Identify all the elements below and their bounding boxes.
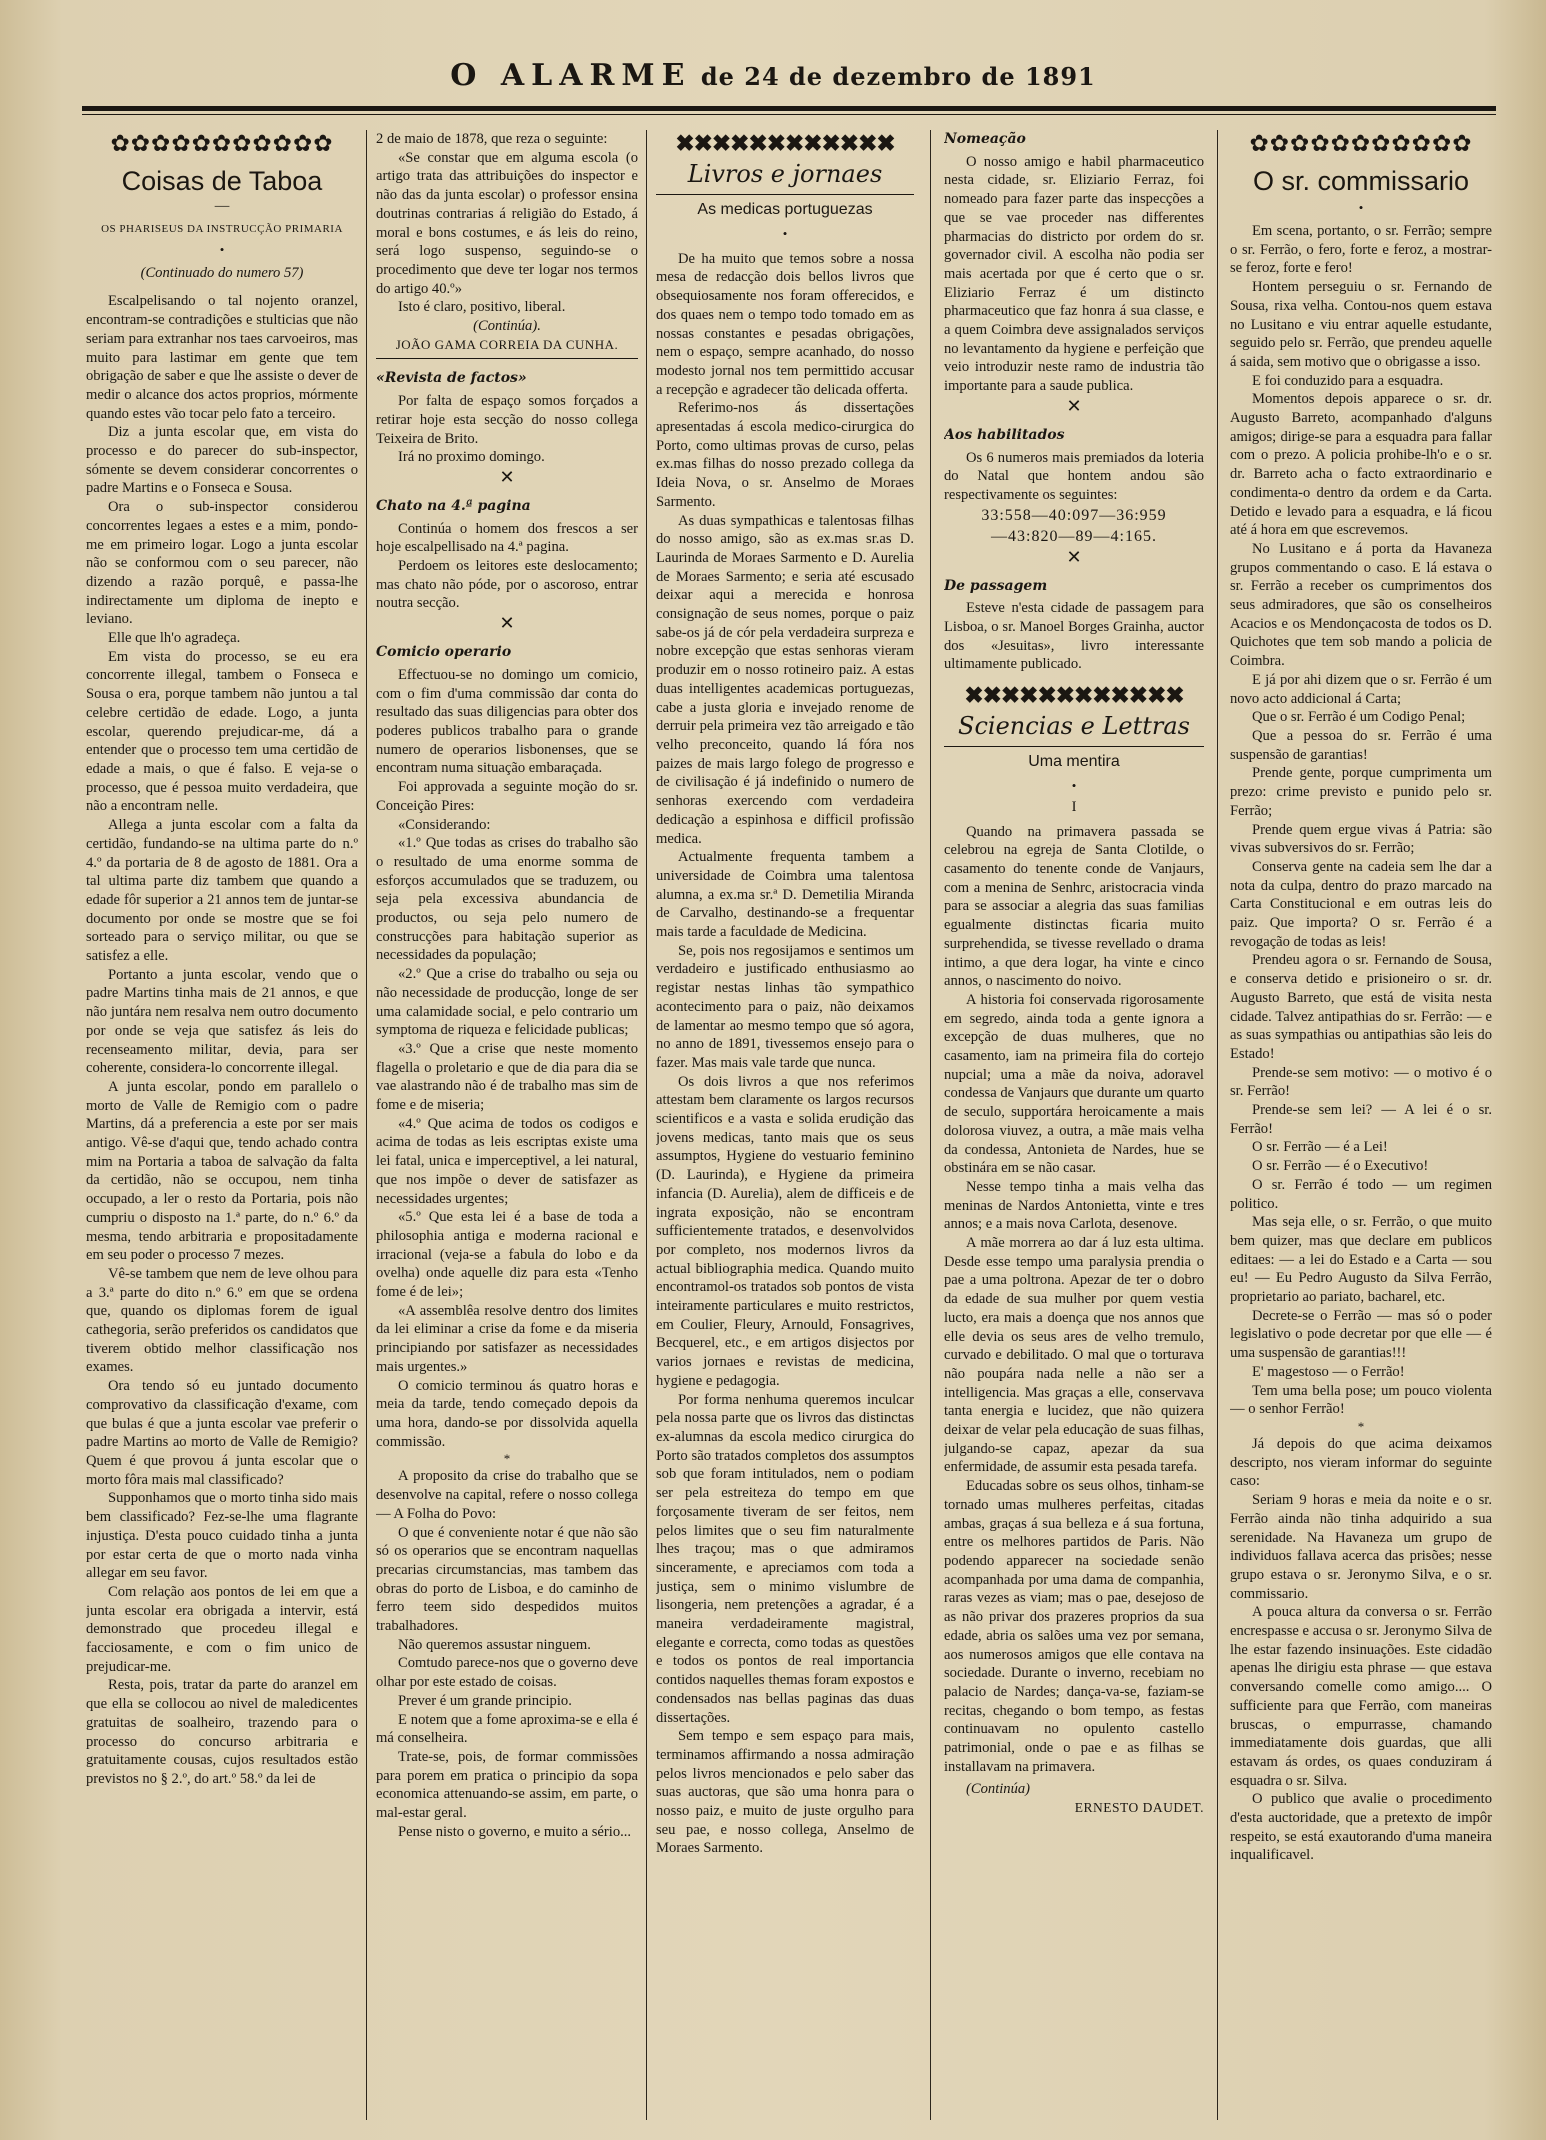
masthead-rule-thin — [82, 114, 1496, 115]
section-title: Sciencias e Lettras — [958, 712, 1190, 741]
paragraph: Diz a junta escolar que, em vista do processo e do parecer do sub-inspector, sómente se devem considerar concorrentes o padre Martins e o Fonseca e Sousa. — [86, 424, 358, 497]
article-title: Uma mentira — [1028, 753, 1120, 771]
paragraph: O sr. Ferrão — é a Lei! — [1252, 1139, 1388, 1156]
paragraph: Ora tendo só eu juntado documento comprovativo da classificação d'exame, com que bulas é que a junta escolar vae preferir o padre Martins ao morto de Valle de Remigio? Quem é que provou á junta escolar que o morto fôra mais mal classificado? — [86, 1378, 358, 1488]
column-3 — [656, 130, 914, 2120]
paragraph: No Lusitano e á porta da Havaneza grupos commentando o caso. E lá estava o sr. Ferrão a receber os cumprimentos dos seus admiradores, que são os conselheiros Acacios e os Mendonçacosta de todos os D. Quichotes que tem sob mando a policia de Coimbra. — [1230, 540, 1492, 670]
paragraph: Elle que lh'o agradeça. — [108, 630, 241, 647]
paragraph: Effectuou-se no domingo um comicio, com o fim d'uma commissão dar conta do resultado das suas diligencias para obter dos poderes publicos trabalho para o grande numero de operarios lisbonenses, que se encontram numa situação embaraçada. — [376, 666, 638, 777]
paragraph: Mas seja elle, o sr. Ferrão, o que muito bem quizer, mas que declare em publicos editaes: — a lei do Estado e a Carta — sou eu! — Eu Pedro Augusto da Silva Ferrão, proprietario ao pariato, bacharel, etc. — [1230, 1214, 1492, 1306]
article-title: O sr. commissario — [1252, 166, 1470, 196]
paragraph: E notem que a fome aproxima-se e ella é má conselheira. — [376, 1711, 638, 1747]
article-title: As medicas portuguezas — [697, 201, 873, 218]
paragraph: Os dois livros a que nos referimos attestam bem claramente os largos recursos scientificos e a vasta e solida erudição das jovens medicas, tanto mais que os seus assumptos, Hygiene do vestuario feminino (D. Laurinda), e Hygiene da primeira infancia (D. Aurelia), alem de difficeis e de ingrata exposição, não se encontram sufficientemente tratados, e desenvolvidos por completo, nos modernos livros da actual bibliographia medica. Quando muito encontramol-os tratados sob pontos de vista inteiramente particulares e muito restrictos, em Coulier, Fleury, Arnould, Fonsagrives, Becquerel, etc., e em artigos disjectos por varios jornaes e revistas de medicina, hygiene e pedagogia. — [656, 1073, 914, 1389]
paragraph: 2 de maio de 1878, que reza o seguinte: — [376, 131, 608, 147]
paragraph: «3.º Que a crise que neste momento flagella o proletario e que de dia para dia se vae alastrando não é de trabalho mas sim de fome e de miseria; — [376, 1040, 638, 1114]
paragraph: A historia foi conservada rigorosamente em segredo, ainda toda a gente ignora a excepção de duas mulheres, que no casamento, iam na primeira fila do cortejo nupcial; uma a mãe da noiva, adoravel condessa de Vanjaurs que durante um quarto de seculo, supportára heroicamente a mais dolorosa viuvez, a outra, a mãe mais velha da condessa, Antonieta de Nardes, hue se obstinára em se não casar. — [944, 991, 1204, 1177]
separator: • — [1071, 777, 1077, 793]
lottery-numbers: 33:558—40:097—36:959 — [981, 506, 1167, 524]
divider — [376, 358, 638, 359]
paragraph: «2.º Que a crise do trabalho ou seja ou não necessidade de producção, longe de ser uma calamidade social, e pelo contrario um symptoma de riqueza e felicidade publicas; — [376, 966, 638, 1039]
paragraph: «Considerando: — [398, 816, 491, 833]
paragraph: Actualmente frequenta tambem a universidade de Coimbra uma talentosa alumna, a ex.ma sr.ª D. Demetilia Miranda de Carvalho, destinando-se a frequentar mais tarde a faculdade de Medicina. — [656, 849, 914, 941]
section-title: Comicio operario — [376, 644, 512, 661]
lottery-numbers: —43:820—89—4:165. — [991, 527, 1157, 545]
section-title: «Revista de factos» — [376, 370, 527, 387]
paragraph: O sr. Ferrão é todo — um regimen politico. — [1230, 1176, 1492, 1212]
section-title: Nomeação — [944, 131, 1026, 147]
column-4 — [944, 130, 1204, 2120]
separator: • — [782, 225, 788, 241]
column-2 — [376, 130, 638, 2120]
paragraph: Quando na primavera passada se celebrou na egreja de Santa Clotilde, o casamento do tenente conde de Vanjaurs, com a menina de Senhrc, aristocracia vinda para se associar a alegria das suas familias egualmente distinctas ficaria muito surprehendida, se tivesse revellado o drama intimo, a que dera logar, ha vinte e cinco annos, o nascimento do noivo. — [944, 823, 1204, 990]
separator: * — [1357, 1419, 1365, 1434]
paragraph: Allega a junta escolar com a falta da certidão, fundando-se na ultima parte do n.º 4.º da portaria de 8 de agosto de 1881. Ora a tal ultima parte diz tambem que quando a edade fôr superior a 21 annos tem de juntar-se documento por onde se mostre que se foi sorteado para o serviço militar, ou que se satisfez a elle. — [86, 817, 358, 965]
paragraph: O que é conveniente notar é que não são só os operarios que se encontram naquellas precarias circumstancias, mas tambem das obras do porto de Lisboa, e do caminho de ferro teem sido despedidos muitos trabalhadores. — [376, 1524, 638, 1635]
paragraph: «4.º Que acima de todos os codigos e acima de todas as leis escriptas existe uma lei fatal, unica e imperceptivel, a lei natural, que nos impõe o dever de satisfazer as necessidades urgentes; — [376, 1115, 638, 1207]
issue-date: de 24 de dezembro de 1891 — [700, 62, 1096, 91]
continua-note: (Continúa). — [473, 318, 541, 335]
section-title: Livros e jornaes — [687, 160, 883, 188]
article-subtitle: OS PHARISEUS DA INSTRUCÇÃO PRIMARIA — [101, 223, 343, 235]
ornament-border: ✿✿✿✿✿✿✿✿✿✿✿ — [110, 131, 334, 156]
paragraph: Por falta de espaço somos forçados a retirar hoje esta secção do nosso collega Teixeira de Brito. — [376, 393, 638, 447]
separator: ✕ — [1066, 546, 1082, 567]
masthead — [0, 58, 1546, 93]
paragraph: Os 6 numeros mais premiados da loteria do Natal que hontem andou são respectivamente os seguintes: — [944, 449, 1204, 503]
paragraph: A pouca altura da conversa o sr. Ferrão encrespasse e accusa o sr. Jeronymo Silva de lhe estar fazendo insinuações. Este cidadão apenas lhe dirigiu esta phrase — que estava conversando comelle como amigo.... O sufficiente para que Ferrão, com maneiras bruscas, o empurrasse, chamando immediatamente dois guardas, que alli estavam ás ordes, os quaes conduziram á esquadra o sr. Silva. — [1230, 1604, 1492, 1789]
paragraph: Prendeu agora o sr. Fernando de Sousa, e conserva detido e prisioneiro o sr. dr. Augusto Barreto, que está de visita nesta cidade. Talvez antipathias do sr. Ferrão: — e as suas sympathias ou antipathias são leis do Estado! — [1230, 952, 1492, 1062]
paragraph: Educadas sobre os seus olhos, tinham-se tornado umas mulheres perfeitas, citadas ambas, graças á sua belleza e á sua fortuna, entre os melhores partidos de Paris. Não podendo apparecer na sociedade senão acompanhada por uma dama de companhia, raras vezes as viam; mas o pae, desejoso de as não privar dos prazeres proprios da sua edade, abria os salões uma vez por semana, aos numerosos amigos que elle contava na sociedade. Durante o inverno, recebiam no palacio de Nardes; dança-va-se, faziam-se recitas, chegando o bom tempo, as festas continuavam no opulento castello patrimonial, onde o pae e as filhas se installavam na primavera. — [944, 1478, 1204, 1775]
ornament-border: ✖✖✖✖✖✖✖✖✖✖✖✖ — [675, 131, 895, 156]
paragraph: Com relação aos pontos de lei em que a junta escolar era obrigada a intervir, está demonstrado que procedeu illegal e facciosamente, e com o fim unico de prejudicar-me. — [86, 1583, 358, 1675]
paragraph: De ha muito que temos sobre a nossa mesa de redacção dois bellos livros que obsequiosamente nos foram offerecidos, e dos quaes nem o tempo todo tomado em as nossas constantes e pesadas obrigações, nem o espaço, sempre acanhado, do nosso modesto jornal nos tem permittido accusar a recepção e agradecer tão delicada offerta. — [656, 250, 914, 398]
ornament-border: ✖✖✖✖✖✖✖✖✖✖✖✖ — [964, 683, 1184, 709]
column-divider — [646, 130, 647, 2120]
paragraph: Conserva gente na cadeia sem lhe dar a nota da culpa, dentro do prazo marcado na Carta Constitucional e em outras leis do paiz. Que importa? O sr. Ferrão é a revogação de todas as leis! — [1230, 858, 1492, 950]
column-1 — [86, 130, 358, 2120]
signature: ERNESTO DAUDET. — [1074, 1800, 1204, 1816]
paragraph: Prende quem ergue vivas á Patria: são vivas subversivos do sr. Ferrão; — [1230, 821, 1492, 857]
separator: ✕ — [499, 466, 515, 487]
column-divider — [930, 130, 931, 2120]
paragraph: O comicio terminou ás quatro horas e meia da tarde, tendo começado depois da uma hora, dando-se por dissolvida aquella commissão. — [376, 1377, 638, 1450]
paragraph: Vê-se tambem que nem de leve olhou para a 3.ª parte do dito n.º 6.º em que se ordena que, quando os diplomas forem de igual cathegoria, serão preferidos os candidatos que tiverem obtido melhor classificação nos exames. — [86, 1265, 358, 1376]
paragraph: Trate-se, pois, de formar commissões para porem em pratica o principio da sopa economica attenuando-se assim, em parte, o mal-estar geral. — [376, 1748, 638, 1822]
paragraph: O nosso amigo e habil pharmaceutico nesta cidade, sr. Eliziario Ferraz, foi nomeado para fazer parte das inspecções a que se vae proceder nas differentes pharmacias do districto por ordem do sr. governador civil. A escolha não podia ser mais acertada por que é certo que o sr. Eliziario Ferraz é um distincto pharmaceutico que faz honra á sua classe, e a quem Coimbra deve assignalados serviços no levantamento da hygiene e perfeição que veio introduzir neste ramo de industria tão importante para a saude publica. — [944, 153, 1204, 395]
paragraph: Supponhamos que o morto tinha sido mais bem classificado? Fez-se-lhe uma flagrante injustiça. D'esta pouco cuidado tinha a junta por estar certa de que o morto nada vinha allegar em seu favor. — [86, 1490, 358, 1582]
paragraph: Referimo-nos ás dissertações apresentadas á escola medico-cirurgica do Porto, como ultimas provas de curso, pelas ex.mas filhas do nosso prezado collega da Ideia Nova, o sr. Anselmo de Moraes Sarmento. — [656, 400, 914, 510]
paragraph: Prever é um grande principio. — [398, 1692, 572, 1709]
paragraph: Em vista do processo, se eu era concorrente illegal, tambem o Fonseca e Sousa o era, porque tambem não juntou a tal celebre certidão de edade. Logo, a junta escolar, querendo prejudicar-me, dá a entender que o processo tem uma certidão de edade a mais, o que é falso. E veja-se o processo, que é pessoa muito verdadeira, que não a encontram nelle. — [86, 648, 358, 815]
paragraph: A proposito da crise do trabalho que se desenvolve na capital, refere o nosso collega — A Folha do Povo: — [376, 1468, 638, 1522]
separator: * — [503, 1451, 511, 1467]
article-title: Coisas de Taboa — [121, 166, 323, 196]
paragraph: O sr. Ferrão — é o Executivo! — [1252, 1158, 1429, 1175]
section-title: Aos habilitados — [944, 426, 1065, 443]
paragraph: Escalpelisando o tal nojento oranzel, encontram-se contradições e stulticias que não seriam para extranhar nos taes carvoeiros, mas muito para lastimar em gente que tem obrigação de saber e que lhe assiste o dever de medir o alcance dos actos proprios, mórmente quando estes vão tocar pelo fato a terceiro. — [86, 293, 358, 422]
paragraph: «5.º Que esta lei é a base de toda a philosophia antiga e moderna racional e irracional (veja-se a fabula do lobo e da ovelha) onde aquelle diz para esta «Tenho fome é de lei»; — [376, 1209, 638, 1301]
separator: ✕ — [499, 613, 515, 634]
divider — [656, 194, 914, 195]
paragraph: Se, pois nos regosijamos e sentimos um verdadeiro e justificado enthusiasmo ao registar nestas linhas tão sympathico acontecimento para o paiz, não deixamos de lamentar ao mesmo tempo que só agora, no anno de 1891, tivessemos ensejo para o fazer. Mas mais vale tarde que nunca. — [656, 942, 914, 1071]
paragraph: «A assemblêa resolve dentro dos limites da lei eliminar a crise da fome e da miseria principiando por satisfazer as necessidades mais urgentes.» — [376, 1302, 638, 1375]
separator: ✕ — [1066, 395, 1082, 416]
paragraph: Hontem perseguiu o sr. Fernando de Sousa, rixa velha. Contou-nos quem estava no Lusitano e viu entrar aquelle estudante, seguido pelo sr. Ferrão, que prendeu aquelle á saida, sem motivo que o obrigasse a isso. — [1230, 279, 1492, 370]
paragraph: Decrete-se o Ferrão — mas só o poder legislativo o pode decretar por que elle — é uma suspensão de garantias!!! — [1230, 1307, 1492, 1362]
divider — [944, 746, 1204, 747]
paragraph: Nesse tempo tinha a mais velha das meninas de Nardos Antonietta, vinte e tres annos; e a mais nova Carlota, desenove. — [944, 1178, 1204, 1233]
paragraph: Resta, pois, tratar da parte do aranzel em que ella se collocou ao nivel de maledicentes gratuitas de soalheiro, trazendo para o processo do concurso arbitraria e gratuitamente cousas, cujos resultados estão previstos no § 2.º, do art.º 58.º da lei de — [86, 1677, 358, 1787]
continued-note: (Continuado do numero 57) — [140, 264, 304, 281]
paragraph: Perdoem os leitores este deslocamento; mas chato não póde, por o ascoroso, entrar noutra secção. — [376, 558, 638, 612]
paragraph: Já depois do que acima deixamos descripto, nos vieram informar do seguinte caso: — [1230, 1436, 1492, 1490]
paragraph: Continúa o homem dos frescos a ser hoje escalpellisado na 4.ª pagina. — [376, 520, 638, 556]
paragraph: Pense nisto o governo, e muito a sério... — [398, 1823, 632, 1840]
paragraph: Prende-se sem lei? — A lei é o sr. Ferrão! — [1230, 1102, 1492, 1137]
paragraph: As duas sympathicas e talentosas filhas do nosso amigo, são as ex.mas sr.as D. Laurinda de Moraes Sarmento e D. Aurelia de Moraes Sarmento; e seria até escusado deixar aqui a merecida e honrosa consignação de seus nomes, porque o paiz sabe-os já de cór pela verdadeira surpreza e nobre excepção que estas senhoras vieram produzir em o nosso rotineiro paiz. A estas duas intelligentes academicas portuguezas, cabe a justa gloria e invejado renome de derruir pela primeira vez tão arreigado e tão velho preconceito, quando lá fóra nos paizes de mais largo folego de progresso e de civilisação é já indefinido o numero de senhoras exercendo com verdadeira dedicação a espinhosa e difficil profissão medica. — [656, 512, 914, 847]
column-5 — [1230, 130, 1492, 2120]
paragraph: «1.º Que todas as crises do trabalho são o resultado de uma enorme somma de esforços accumulados que se traduzem, ou seja pela excessiva abundancia de productos, ou seja pelo numero de construcções para habitação superior as necessidades da população; — [376, 835, 638, 964]
paragraph: Não queremos assustar ninguem. — [398, 1636, 591, 1653]
signature: JOÃO GAMA CORREIA DA CUNHA. — [395, 336, 619, 352]
separator: • — [1358, 200, 1364, 215]
paragraph: O publico que avalie o procedimento d'esta auctoridade, que a pretexto de impôr respeito, se está exautorando d'uma maneira inqualificavel. — [1230, 1791, 1492, 1864]
paragraph: Sem tempo e sem espaço para mais, terminamos affirmando a nossa admiração pelos livros mencionados e pelo saber das suas auctoras, que são uma honra para o nosso paiz, e muito de juste orgulho para seu pae, e nosso collega, Anselmo de Moraes Sarmento. — [656, 1728, 914, 1857]
paragraph: «Se constar que em alguma escola (o artigo trata das attribuições do inspector e não das da junta escolar) o professor ensina doutrinas contrarias á religião do Estado, á moral e bons costumes, e ás leis do reino, será logo suspenso, seguindo-se o procedimento que deve ter logar nos termos do artigo 40.º» — [376, 149, 638, 297]
ornament-border: ✿✿✿✿✿✿✿✿✿✿✿ — [1249, 131, 1473, 156]
paper-name: O ALARME — [450, 58, 692, 93]
paragraph: Irá no proximo domingo. — [398, 449, 545, 466]
paragraph: E já por ahi dizem que o sr. Ferrão é um novo acto addicional á Carta; — [1230, 671, 1492, 707]
column-divider — [366, 130, 367, 2120]
paragraph: Portanto a junta escolar, vendo que o padre Martins tinha mais de 21 annos, e que não juntára nem resalva nem outro documento por onde se veja que satisfez ás leis do recenseamento militar, devia, para ser coherente, considera-lo concorrente illegal. — [86, 966, 358, 1077]
paragraph: A junta escolar, pondo em parallelo o morto de Valle de Remigio com o padre Martins, dá a preferencia a este por ser mais antigo. Vê-se d'aqui que, tendo achado contra mim na Portaria a taboa de salvação da falta da certidão, não se occupou, nem tinha occupado, a ler o resto da Portaria, pois não cumpriu o disposto na 1.ª parte, do n.º 6.º da mesma, tendo arbitraria e propositadamente em seu poder o processo 7 mezes. — [86, 1078, 358, 1264]
paragraph: Em scena, portanto, o sr. Ferrão; sempre o sr. Ferrão, o fero, forte e feroz, a mostrar-se feroz, forte e fero! — [1230, 223, 1492, 277]
separator: • — [219, 241, 225, 257]
section-title: Chato na 4.ª pagina — [376, 497, 531, 514]
paragraph: Por forma nenhuma queremos inculcar pela nossa parte que os livros das distinctas ex-alumnas da escola medico cirurgica do Porto são tratados completos dos assumptos sob que foram intitulados, nem o podiam ser pela estreiteza do tempo em que forçosamente tiveram de ser feitos, nem pelos limites que o seu fim naturalmente lhes traçou; mas o que admiramos sinceramente, e apreciamos com toda a justiça, sem o minimo vislumbre de lisongeria, nem pretenções a agradar, é a maneira verdadeiramente magistral, elegante e correcta, como todas as questões e todos os pontos de real importancia contidos naquelles themas foram expostos e condensados nas bellas paginas das duas dissertações. — [656, 1391, 914, 1726]
paragraph: Prende gente, porque cumprimenta um prezo: crime previsto e punido pelo sr. Ferrão; — [1230, 765, 1492, 819]
masthead-rule — [82, 106, 1496, 111]
paragraph: Esteve n'esta cidade de passagem para Lisboa, o sr. Manoel Borges Grainha, auctor dos «Jesuitas», livro interessante ultimamente publicado. — [944, 600, 1204, 673]
paragraph: Isto é claro, positivo, liberal. — [398, 299, 566, 316]
paragraph: Comtudo parece-nos que o governo deve olhar por este estado de coisas. — [376, 1655, 638, 1691]
paragraph: A mãe morrera ao dar á luz esta ultima. Desde esse tempo uma paralysia prendia o pae a uma poltrona. Apezar de ter o dobro da edade de sua mulher por quem vestia lucto, era mais a doença que nos annos que elle devia os seus ares de velho tremulo, curvado e debilitado. O mal que o torturava não poupára nada nelle a não ser a intelligencia. Mas graças a elle, conservava tanta energia e lucidez, que não quizera deixar de velar pela educação de suas filhas, julgando-se capaz, apezar da sua enfermidade, de assumir esta pesada tarefa. — [944, 1235, 1204, 1476]
paragraph: E' magestoso — o Ferrão! — [1252, 1363, 1405, 1380]
chapter-number: I — [1071, 798, 1077, 815]
section-title: De passagem — [944, 577, 1048, 594]
paragraph: Tem uma bella pose; um pouco violenta — o senhor Ferrão! — [1230, 1382, 1492, 1418]
paragraph: Prende-se sem motivo: — o motivo é o sr. Ferrão! — [1230, 1064, 1492, 1100]
paragraph: Que a pessoa do sr. Ferrão é uma suspensão de garantias! — [1230, 727, 1492, 763]
paragraph: Que o sr. Ferrão é um Codigo Penal; — [1252, 709, 1466, 726]
paragraph: Seriam 9 horas e meia da noite e o sr. Ferrão ainda não tinha adquirido a sua serenidade. Na Havaneza um grupo de individuos fallava acerca das prisões; nesse grupo estava o sr. Jeronymo Silva, e o sr. commissario. — [1230, 1492, 1492, 1602]
continua-note: (Continúa) — [966, 1781, 1031, 1798]
paragraph: Ora o sub-inspector considerou concorrentes legaes a estes e a mim, pondo-me em primeiro logar. Logo a junta escolar não se conformou com o seu parecer, não dizendo a razão porquê, e passa-lhe indirectamente um diploma de inepto e leviano. — [86, 499, 358, 628]
column-divider — [1217, 130, 1218, 2120]
paragraph: Momentos depois apparece o sr. dr. Augusto Barreto, acompanhado d'alguns amigos; dirige-se para a esquadra para fallar com o prezo. A policia prohibe-lh'o e o sr. dr. Barreto acha o facto extraordinario e condimenta-o dentro da ordem e da Carta. Detido e levado para a esquadra, e lá ficou até á hora em que escrevemos. — [1230, 391, 1492, 539]
paragraph: E foi conduzido para a esquadra. — [1252, 372, 1444, 389]
separator: — — [214, 198, 230, 214]
paragraph: Foi approvada a seguinte moção do sr. Conceição Pires: — [376, 779, 638, 814]
